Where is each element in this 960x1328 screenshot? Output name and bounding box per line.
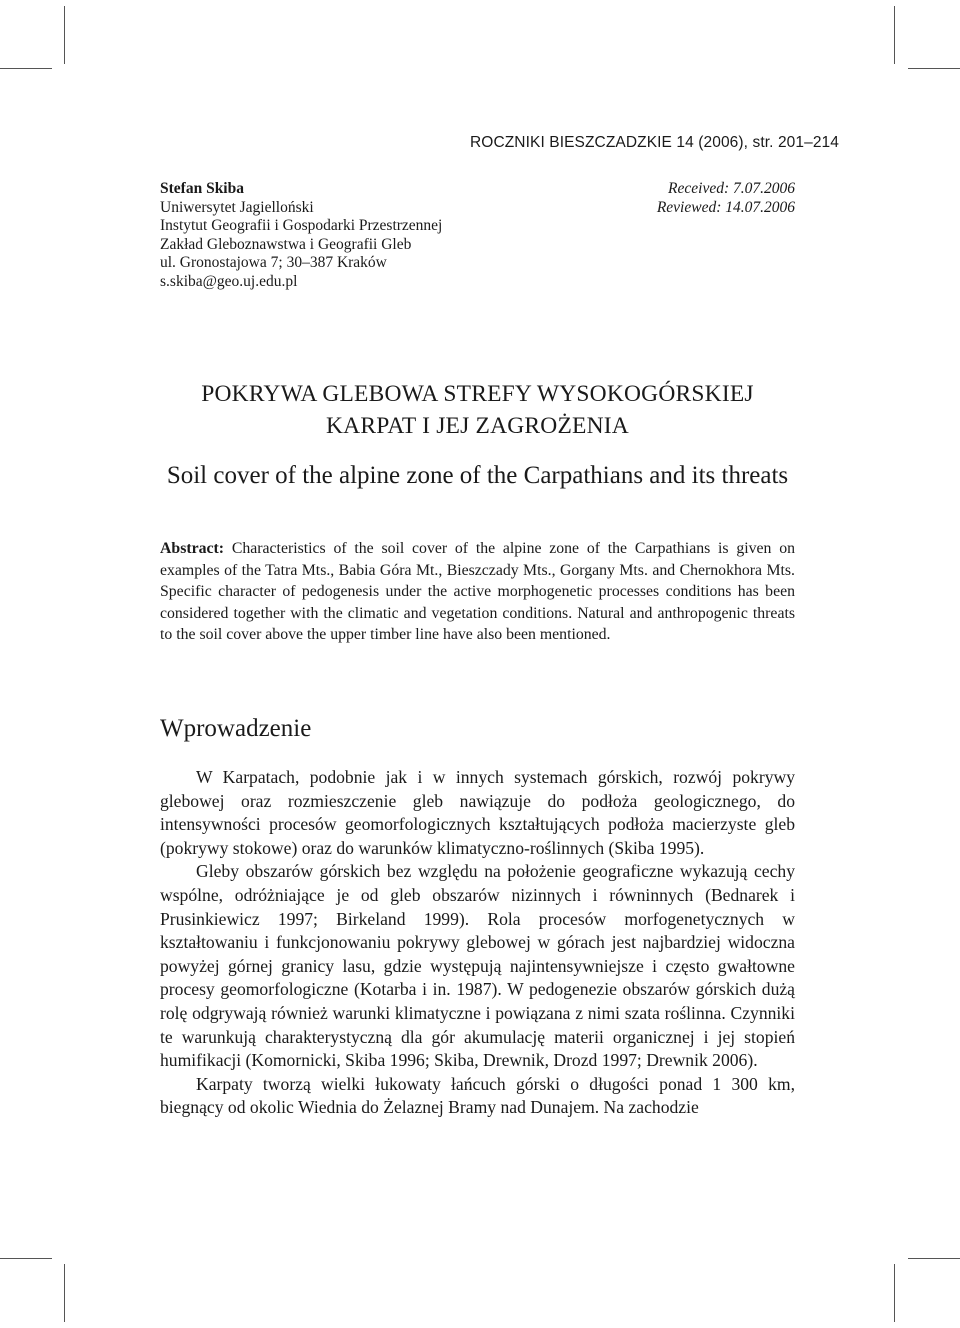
author-block bbox=[160, 180, 442, 292]
affiliation-university: Uniwersytet Jagielloński bbox=[160, 198, 314, 216]
abstract bbox=[160, 538, 795, 646]
abstract-label: Abstract: bbox=[160, 540, 225, 557]
paragraph: W Karpatach, podobnie jak i w innych systemach górskich, rozwój pokrywy glebowej oraz rozmieszczenie gleb nawiązuje do podłoża geologicznego, do intensywności procesów geomorfologicznych kształtujących podłoża macierzyste gleb (pokrywy stokowe) oraz do warunków klimatyczno-roślinnych (Skiba 1995). bbox=[160, 767, 795, 858]
crop-mark-bottom-right-h bbox=[908, 1258, 960, 1259]
dates-block bbox=[600, 180, 795, 217]
paragraph: Gleby obszarów górskich bez względu na położenie geograficzne wykazują cechy wspólne, odróżniające je od gleb obszarów nizinnych i równinnych (Bednarek i Prusinkiewicz 1997; Birkeland 1999). Rola procesów morfogenetycznych w kształtowaniu i funkcjonowaniu pokrywy glebowej w górach jest najbardziej widoczna powyżej górnej granicy lasu, gdzie występują najintensywniejsze i często gwałtowne procesy geomorfologiczne (Kotarba i in. 1987). W pedogenezie obszarów górskich dużą rolę odgrywają również warunki klimatyczne i powiązana z nimi szata roślinna. Czynniki te warunkują charakterystyczną dla gór akumulację materii organicznej i jej stopień humifikacji (Komornicki, Skiba 1996; Skiba, Drewnik, Drozd 1997; Drewnik 2006). bbox=[160, 861, 795, 1071]
received-date: Received: 7.07.2006 bbox=[668, 180, 795, 197]
title-polish-line1: POKRYWA GLEBOWA STREFY WYSOKOGÓRSKIEJ bbox=[201, 381, 754, 407]
author-email[interactable]: s.skiba@geo.uj.edu.pl bbox=[160, 272, 298, 290]
title-english: Soil cover of the alpine zone of the Carpathians and its threats bbox=[166, 462, 789, 489]
crop-mark-top-right bbox=[894, 6, 895, 64]
affiliation-department: Zakład Gleboznawstwa i Geografii Gleb bbox=[160, 235, 412, 253]
crop-mark-top-left bbox=[64, 6, 65, 64]
affiliation-address: ul. Gronostajowa 7; 30–387 Kraków bbox=[160, 254, 387, 272]
paragraph: Karpaty tworzą wielki łukowaty łańcuch górski o długości ponad 1 300 km, biegnący od okolic Wiednia do Żelaznej Bramy nad Dunajem. Na zachodzie bbox=[160, 1073, 795, 1118]
running-head: ROCZNIKI BIESZCZADZKIE 14 (2006), str. 201–214 bbox=[470, 134, 839, 151]
body-text bbox=[160, 766, 795, 1120]
crop-mark-top-left-h bbox=[0, 68, 52, 69]
crop-mark-bottom-left-h bbox=[0, 1258, 52, 1259]
abstract-text: Characteristics of the soil cover of the alpine zone of the Carpathians is given on examples of the Tatra Mts., Babia Góra Mt., Bieszczady Mts., Gorgany Mts. and Chernokhora Mts. Specific character of pedogenesis under the active morphogenetic processes conditions has been considered together with the climatic and vegetation conditions. Natural and anthropogenic threats to the soil cover above the upper timber line have also been mentioned. bbox=[160, 540, 796, 643]
section-heading: Wprowadzenie bbox=[160, 715, 312, 742]
author-name: Stefan Skiba bbox=[160, 180, 244, 197]
affiliation-institute: Instytut Geografii i Gospodarki Przestrzennej bbox=[160, 217, 443, 235]
title-polish-line2: KARPAT I JEJ ZAGROŻENIA bbox=[326, 413, 629, 439]
crop-mark-top-right-h bbox=[908, 68, 960, 69]
crop-mark-bottom-right bbox=[894, 1264, 895, 1322]
title-polish bbox=[160, 378, 795, 442]
reviewed-date: Reviewed: 14.07.2006 bbox=[656, 198, 795, 216]
crop-mark-bottom-left bbox=[64, 1264, 65, 1322]
